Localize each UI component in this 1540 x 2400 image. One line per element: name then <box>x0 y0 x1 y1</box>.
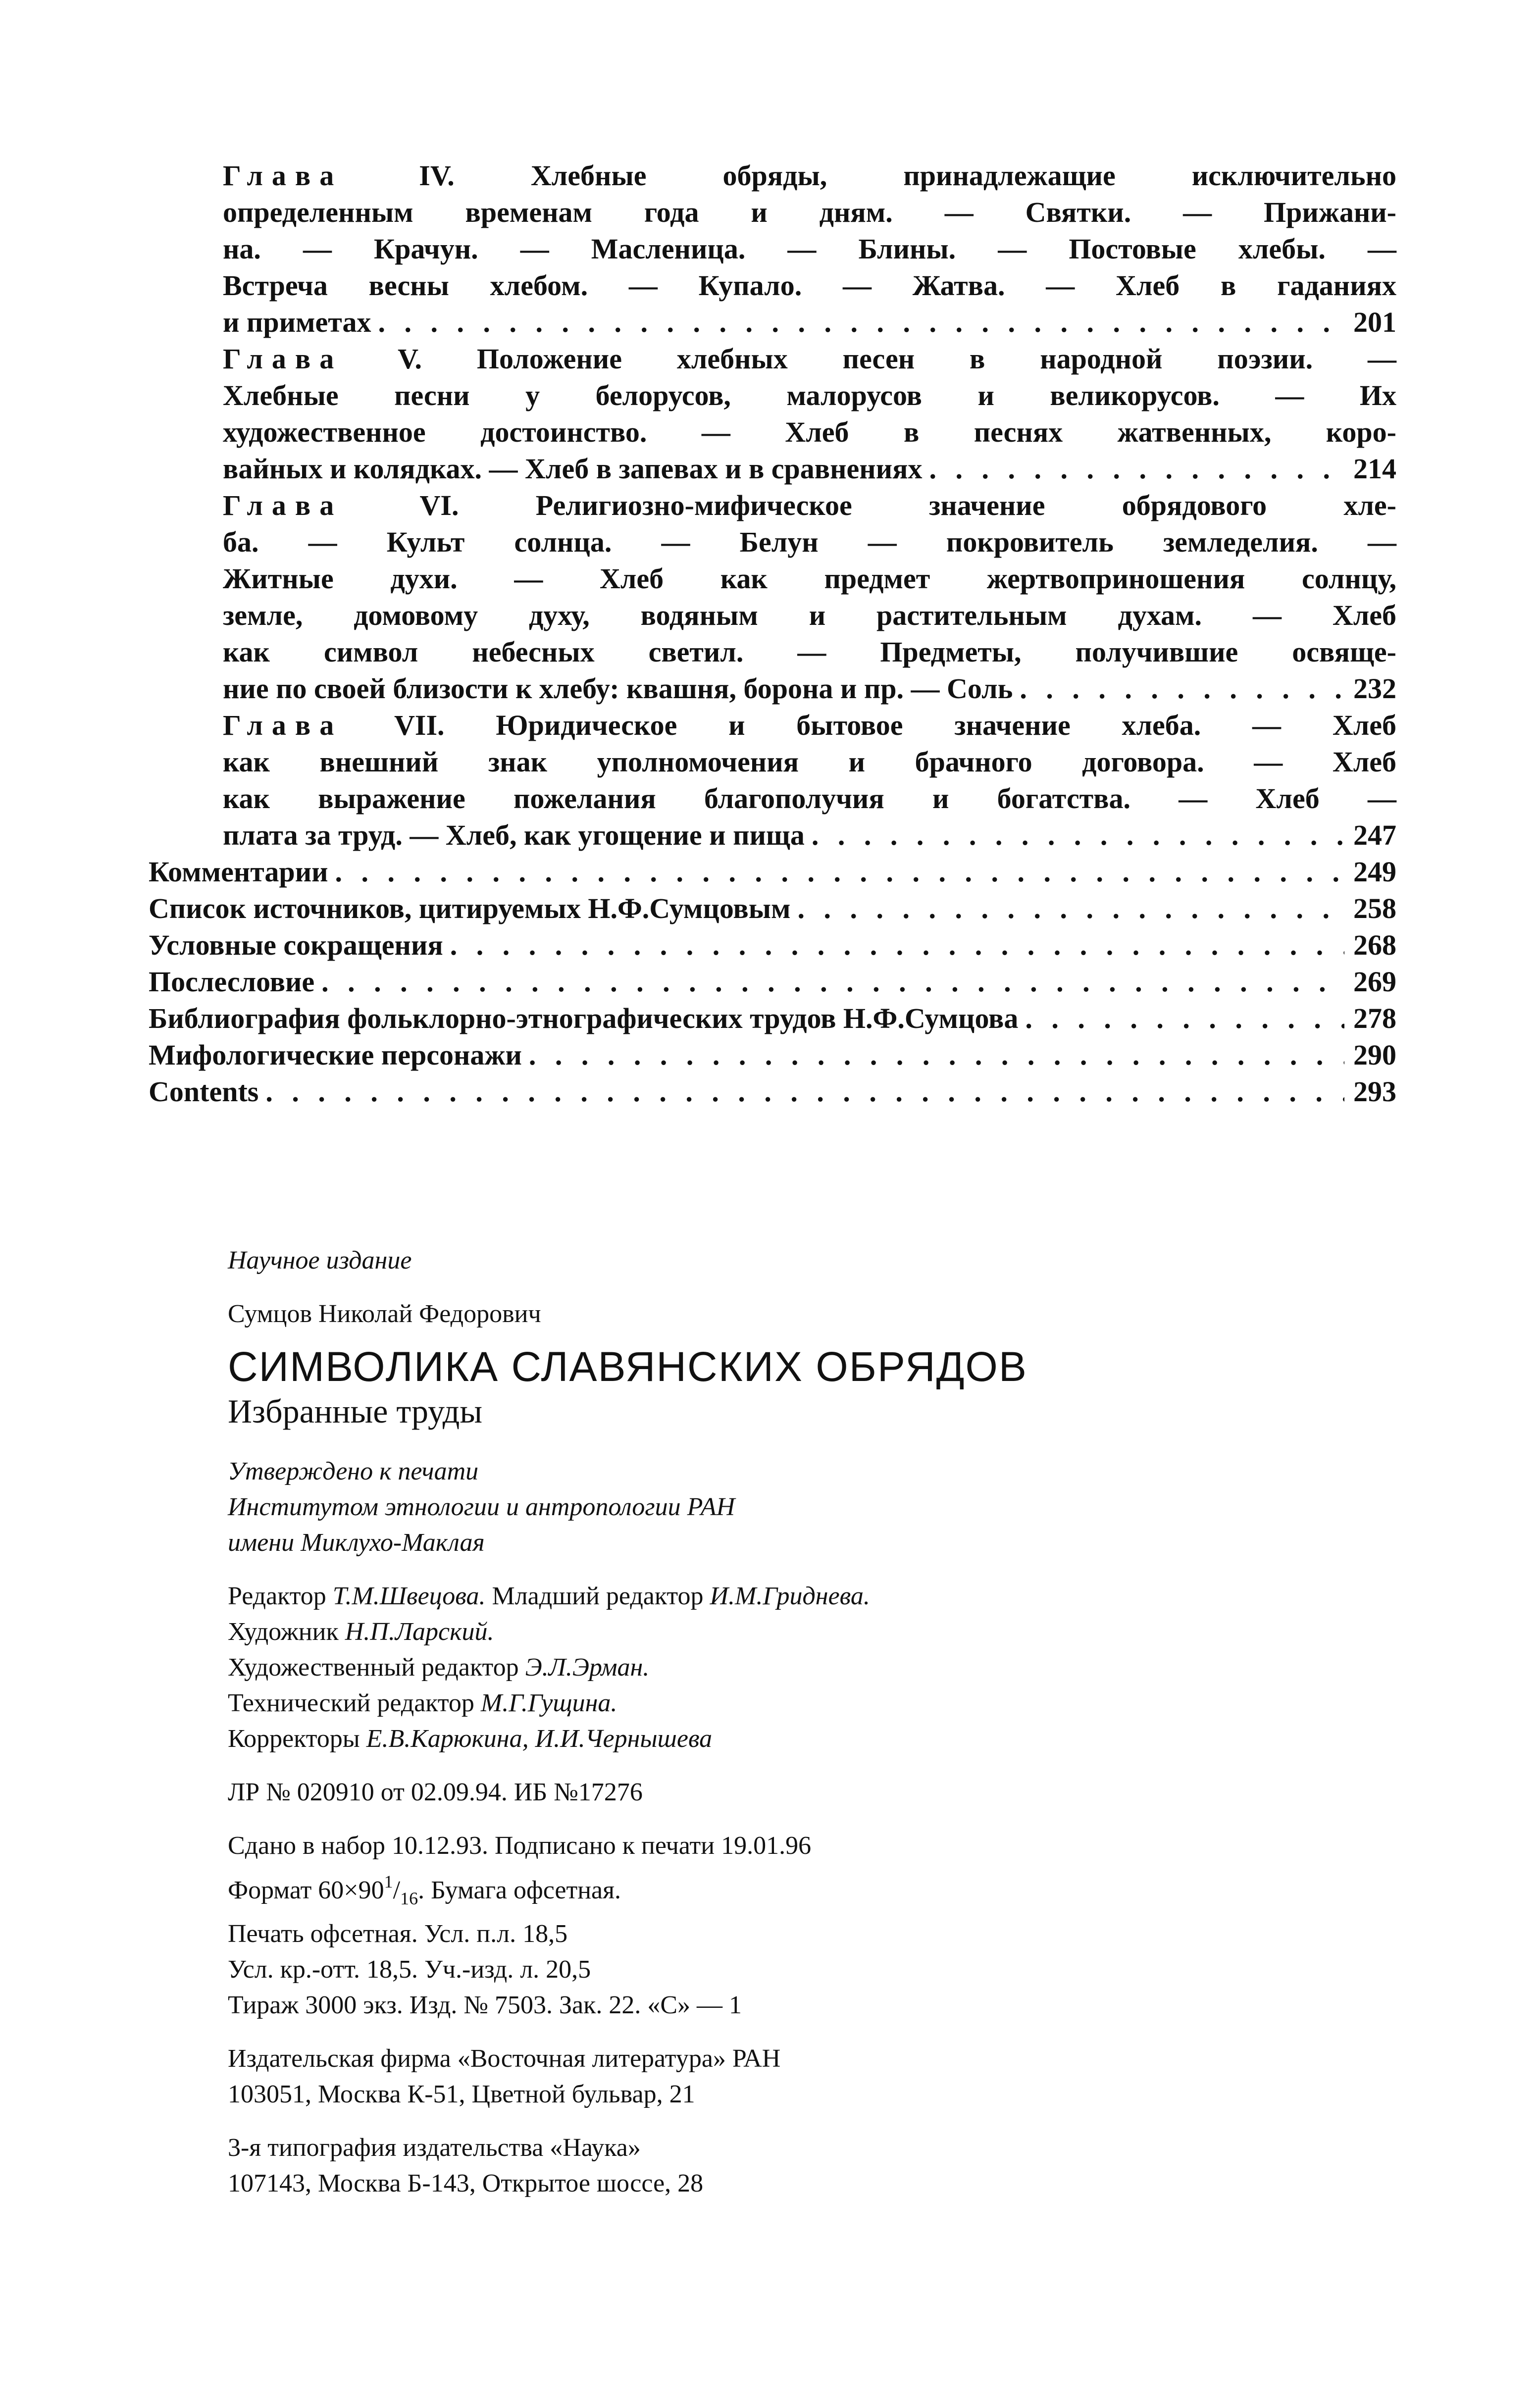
staff-role: Художественный редактор <box>228 1653 525 1682</box>
toc-text-line <box>223 157 1396 194</box>
toc-text-line <box>223 597 1396 634</box>
staff-name: И.М.Гриднева. <box>710 1582 870 1610</box>
author-name: Сумцов Николай Федорович <box>228 1300 541 1328</box>
publisher-block <box>228 2041 1317 2112</box>
toc-text: IV. Хлебные обряды, принадлежащие исключительно <box>343 159 1396 192</box>
toc-text: Житные духи. — Хлеб как предмет жертвоприношения солнцу, <box>223 562 1396 595</box>
print-line: Печать офсетная. Усл. п.л. 18,5 <box>228 1920 568 1948</box>
print-line: Сдано в набор 10.12.93. Подписано к печати 19.01.96 <box>228 1832 812 1860</box>
toc-entry-title: ние по своей близости к хлебу: квашня, борона и пр. — Соль <box>223 672 1013 705</box>
dot-leader <box>529 1037 1344 1073</box>
toc-text-line <box>223 634 1396 670</box>
toc-text: VII. Юридическое и бытовое значение хлеба. — Хлеб <box>343 709 1396 741</box>
toc-last-line <box>149 1037 1396 1073</box>
toc-entry <box>149 927 1396 964</box>
toc-text-line <box>223 524 1396 561</box>
format-line <box>228 1864 1317 1916</box>
staff-line <box>228 1650 1317 1685</box>
toc-entry-title: вайных и колядках. — Хлеб в запевах и в сравнениях <box>223 453 923 485</box>
table-of-contents <box>149 157 1396 1110</box>
chapter-label: Глава <box>223 709 343 741</box>
toc-text-line <box>223 487 1396 524</box>
toc-entry <box>149 1037 1396 1073</box>
edition-type: Научное издание <box>228 1246 412 1275</box>
dot-leader <box>335 854 1344 890</box>
toc-text: художественное достоинство. — Хлеб в песнях жатвенных, коро- <box>223 416 1396 448</box>
toc-last-line <box>223 670 1396 707</box>
format-prefix: Формат 60×90 <box>228 1876 384 1904</box>
toc-last-line <box>223 304 1396 341</box>
toc-text: на. — Крачун. — Масленица. — Блины. — Постовые хлебы. — <box>223 233 1396 265</box>
toc-last-line <box>149 927 1396 964</box>
toc-entry-title: Contents <box>149 1075 259 1108</box>
staff-name: Э.Л.Эрман. <box>525 1653 650 1682</box>
staff-line <box>228 1685 1317 1721</box>
toc-entry <box>149 1073 1396 1110</box>
toc-entry-title: Библиография фольклорно-этнографических трудов Н.Ф.Сумцова <box>149 1002 1019 1034</box>
page-number: 214 <box>1353 453 1396 485</box>
dot-leader <box>265 1073 1344 1110</box>
license-line: ЛР № 020910 от 02.09.94. ИБ №17276 <box>228 1778 643 1806</box>
toc-text-line <box>223 194 1396 231</box>
staff-line <box>228 1614 1317 1650</box>
approval-block <box>228 1454 1317 1561</box>
toc-entry-title: Мифологические персонажи <box>149 1039 522 1071</box>
book-subtitle: Избранные труды <box>228 1392 483 1430</box>
toc-entry <box>149 964 1396 1000</box>
toc-entry <box>149 890 1396 927</box>
approval-line: имени Миклухо-Маклая <box>228 1529 485 1557</box>
toc-last-line <box>223 817 1396 854</box>
dot-leader <box>1025 1000 1344 1037</box>
dot-leader <box>1020 670 1344 707</box>
dot-leader <box>378 304 1344 341</box>
page-number: 247 <box>1353 819 1396 851</box>
staff-role: Технический редактор <box>228 1689 481 1717</box>
toc-text: как символ небесных светил. — Предметы, получившие освяще- <box>223 636 1396 668</box>
toc-last-line <box>149 1073 1396 1110</box>
toc-last-line <box>149 854 1396 890</box>
toc-entry-title: и приметах <box>223 306 371 338</box>
toc-entry <box>149 707 1396 854</box>
toc-text: Встреча весны хлебом. — Купало. — Жатва. — Хлеб в гаданиях <box>223 269 1396 302</box>
toc-text-line <box>223 377 1396 414</box>
approval-line: Институтом этнологии и антропологии РАН <box>228 1493 735 1521</box>
staff-role: Корректоры <box>228 1725 366 1753</box>
toc-entry <box>149 854 1396 890</box>
toc-entry-title: плата за труд. — Хлеб, как угощение и пища <box>223 819 805 851</box>
page-number: 269 <box>1353 966 1396 998</box>
chapter-label: Глава <box>223 159 343 192</box>
format-suffix: . Бумага офсетная. <box>418 1876 621 1904</box>
printer-line: 3-я типография издательства «Наука» <box>228 2134 641 2162</box>
staff-role: Младший редактор <box>485 1582 710 1610</box>
dot-leader <box>321 964 1344 1000</box>
dot-leader <box>812 817 1344 854</box>
page-number: 249 <box>1353 856 1396 888</box>
staff-name: М.Г.Гущина. <box>480 1689 617 1717</box>
page-number: 201 <box>1353 306 1396 338</box>
publisher-address: 103051, Москва К-51, Цветной бульвар, 21 <box>228 2080 695 2108</box>
toc-last-line <box>149 964 1396 1000</box>
toc-text-line <box>223 707 1396 744</box>
toc-text-line <box>223 561 1396 597</box>
staff-role: Редактор <box>228 1582 333 1610</box>
toc-entry <box>149 1000 1396 1037</box>
toc-text: VI. Религиозно-мифическое значение обрядового хле- <box>343 489 1396 521</box>
toc-text-line <box>223 414 1396 451</box>
toc-entry-title: Список источников, цитируемых Н.Ф.Сумцовым <box>149 892 791 924</box>
staff-role: Художник <box>228 1618 345 1646</box>
toc-text-line <box>223 780 1396 817</box>
toc-text: как выражение пожелания благополучия и богатства. — Хлеб — <box>223 782 1396 815</box>
page-number: 268 <box>1353 929 1396 961</box>
toc-text: как внешний знак уполномочения и брачного договора. — Хлеб <box>223 746 1396 778</box>
dot-leader <box>450 927 1344 964</box>
staff-name: Т.М.Швецова. <box>332 1582 486 1610</box>
page-number: 232 <box>1353 672 1396 705</box>
staff-line <box>228 1579 1317 1614</box>
toc-text-line <box>223 231 1396 267</box>
print-line: Усл. кр.-отт. 18,5. Уч.-изд. л. 20,5 <box>228 1955 591 1984</box>
print-line: Тираж 3000 экз. Изд. № 7503. Зак. 22. «С» — 1 <box>228 1991 742 2019</box>
chapter-label: Глава <box>223 489 343 521</box>
book-title: СИМВОЛИКА СЛАВЯНСКИХ ОБРЯДОВ <box>228 1343 1027 1390</box>
toc-text: определенным временам года и дням. — Святки. — Прижани- <box>223 196 1396 228</box>
format-sup: 1 <box>384 1872 393 1891</box>
toc-text-line <box>223 341 1396 377</box>
print-details <box>228 1828 1317 2023</box>
toc-text-line <box>223 267 1396 304</box>
toc-last-line <box>149 890 1396 927</box>
toc-text-line <box>223 744 1396 780</box>
toc-entry <box>149 341 1396 487</box>
toc-last-line <box>223 451 1396 487</box>
toc-text: земле, домовому духу, водяным и растительным духам. — Хлеб <box>223 599 1396 631</box>
dot-leader <box>929 451 1344 487</box>
page-number: 278 <box>1353 1002 1396 1034</box>
printer-block <box>228 2130 1317 2201</box>
toc-entry <box>149 487 1396 707</box>
toc-last-line <box>149 1000 1396 1037</box>
toc-text: V. Положение хлебных песен в народной поэзии. — <box>343 343 1396 375</box>
toc-entry-title: Комментарии <box>149 856 328 888</box>
imprint <box>228 1243 1317 2219</box>
staff-block <box>228 1579 1317 1757</box>
staff-name: Н.П.Ларский. <box>345 1618 494 1646</box>
publisher-line: Издательская фирма «Восточная литература» РАН <box>228 2044 781 2073</box>
toc-text: ба. — Культ солнца. — Белун — покровитель земледелия. — <box>223 526 1396 558</box>
toc-entry-title: Условные сокращения <box>149 929 443 961</box>
format-slash: / <box>393 1876 401 1904</box>
dot-leader <box>798 890 1344 927</box>
page-number: 290 <box>1353 1039 1396 1071</box>
approval-line: Утверждено к печати <box>228 1457 479 1485</box>
chapter-label: Глава <box>223 343 343 375</box>
format-sub: 16 <box>400 1889 418 1908</box>
toc-entry <box>149 157 1396 341</box>
page-number: 258 <box>1353 892 1396 924</box>
page-number: 293 <box>1353 1075 1396 1108</box>
toc-text: Хлебные песни у белорусов, малорусов и великорусов. — Их <box>223 379 1396 411</box>
staff-line <box>228 1721 1317 1757</box>
staff-name: Е.В.Карюкина, И.И.Чернышева <box>366 1725 713 1753</box>
toc-entry-title: Послесловие <box>149 966 315 998</box>
printer-address: 107143, Москва Б-143, Открытое шоссе, 28 <box>228 2169 704 2197</box>
